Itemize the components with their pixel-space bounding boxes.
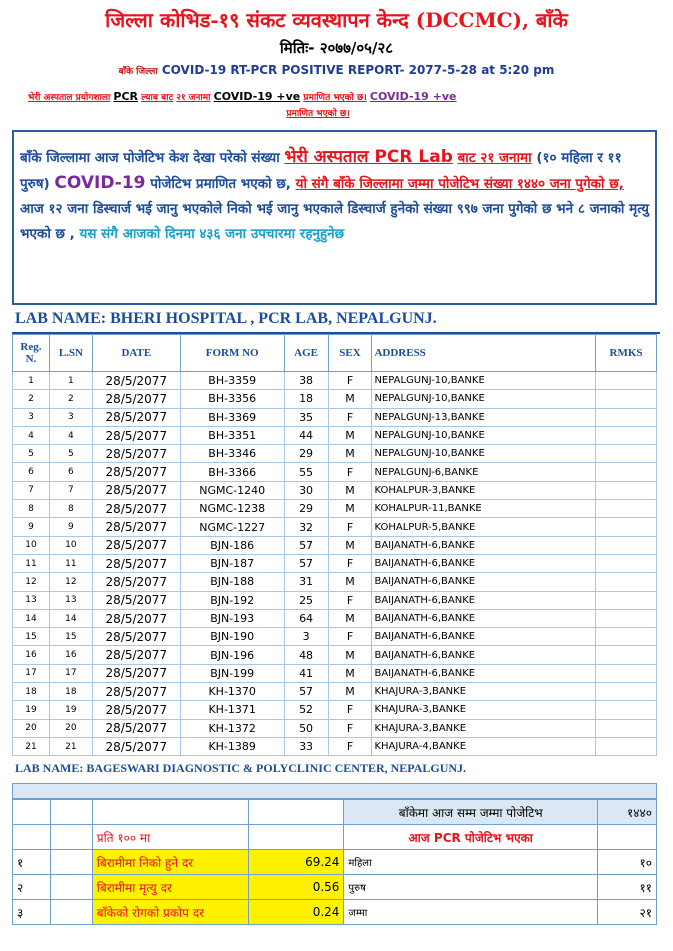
date-cell: 28/5/2077	[92, 408, 180, 426]
lsn-cell: 13	[49, 591, 92, 609]
stat-count-cell: ११	[598, 875, 657, 900]
address-cell: KHAJURA-3,BANKE	[372, 701, 596, 719]
sex-cell: M	[328, 426, 372, 444]
age-cell: 29	[284, 500, 328, 518]
stat-sn-cell: १	[13, 850, 51, 875]
stats-row	[13, 875, 657, 900]
age-cell: 3	[284, 628, 328, 646]
lsn-cell: 2	[49, 390, 92, 408]
age-cell: 55	[284, 463, 328, 481]
lsn-cell: 21	[49, 737, 92, 755]
rmks-cell	[596, 646, 657, 664]
sex-cell: M	[328, 536, 372, 554]
address-cell: BAIJANATH-6,BANKE	[372, 646, 596, 664]
summary-part-8: आज १२ जना डिस्चार्ज भई जानु भएकोले निको भई जानु भएकाले डिस्चार्ज हुनेको संख्या ९९७ जना पुगेको छ भने ८ जनाको मृत्यु भएको छ ,	[20, 201, 649, 242]
address-cell: NEPALGUNJ-10,BANKE	[372, 445, 596, 463]
lsn-cell: 17	[49, 664, 92, 682]
form-no-cell: BH-3359	[180, 372, 284, 390]
reg-no-cell: 3	[13, 408, 50, 426]
col-form-no: FORM NO	[180, 335, 284, 372]
rmks-cell	[596, 536, 657, 554]
sex-cell: M	[328, 683, 372, 701]
date-cell: 28/5/2077	[92, 554, 180, 572]
rmks-cell	[596, 445, 657, 463]
reg-no-cell: 2	[13, 390, 50, 408]
form-no-cell: KH-1372	[180, 719, 284, 737]
age-cell: 33	[284, 737, 328, 755]
sex-cell: F	[328, 719, 372, 737]
subtitle-main: COVID-19 RT-PCR POSITIVE REPORT- 2077-5-28 at 5:20 pm	[161, 63, 555, 77]
age-cell: 18	[284, 390, 328, 408]
table-row	[13, 683, 657, 701]
rmks-cell	[596, 701, 657, 719]
address-cell: NEPALGUNJ-10,BANKE	[372, 426, 596, 444]
age-cell: 48	[284, 646, 328, 664]
age-cell: 50	[284, 719, 328, 737]
date-cell: 28/5/2077	[92, 701, 180, 719]
rmks-cell	[596, 591, 657, 609]
reg-no-cell: 17	[13, 664, 50, 682]
address-cell: BAIJANATH-6,BANKE	[372, 591, 596, 609]
rmks-cell	[596, 719, 657, 737]
today-pcr-label: आज PCR पोजेटिभ भएका	[344, 825, 598, 850]
form-no-cell: BJN-186	[180, 536, 284, 554]
address-cell: KHAJURA-3,BANKE	[372, 683, 596, 701]
age-cell: 29	[284, 445, 328, 463]
date-cell: 28/5/2077	[92, 683, 180, 701]
sex-cell: F	[328, 737, 372, 755]
stat-category-cell: जम्मा	[344, 900, 598, 925]
rmks-cell	[596, 408, 657, 426]
form-no-cell: BJN-193	[180, 609, 284, 627]
sex-cell: F	[328, 628, 372, 646]
date-cell: 28/5/2077	[92, 481, 180, 499]
summary-part-1: बाँके जिल्लामा आज पोजेटिभ केश देखा परेको संख्या	[20, 150, 280, 166]
stat-label-cell: बिरामीमा मृत्यु दर	[92, 875, 248, 900]
reg-no-cell: 10	[13, 536, 50, 554]
col-reg-no: Reg. N.	[13, 335, 50, 372]
stat-category-cell: पुरुष	[344, 875, 598, 900]
address-cell: BAIJANATH-6,BANKE	[372, 609, 596, 627]
date-cell: 28/5/2077	[92, 518, 180, 536]
form-no-cell: BJN-196	[180, 646, 284, 664]
table-row	[13, 408, 657, 426]
date-cell: 28/5/2077	[92, 536, 180, 554]
rmks-cell	[596, 609, 657, 627]
table-row	[13, 573, 657, 591]
lsn-cell: 16	[49, 646, 92, 664]
note-confirmed: प्रमाणित भएको छ।	[303, 93, 367, 103]
stat-value-cell: 0.24	[248, 900, 344, 925]
stat-blank-cell	[50, 875, 92, 900]
lsn-cell: 8	[49, 500, 92, 518]
lsn-cell: 3	[49, 408, 92, 426]
separator-band	[12, 783, 657, 799]
form-no-cell: BJN-188	[180, 573, 284, 591]
age-cell: 32	[284, 518, 328, 536]
table-row	[13, 628, 657, 646]
address-cell: BAIJANATH-6,BANKE	[372, 628, 596, 646]
lab-name-bheri: LAB NAME: BHERI HOSPITAL , PCR LAB, NEPALGUNJ.	[12, 310, 660, 334]
date-cell: 28/5/2077	[92, 445, 180, 463]
sex-cell: M	[328, 664, 372, 682]
reg-no-cell: 15	[13, 628, 50, 646]
date-cell: 28/5/2077	[92, 646, 180, 664]
reg-no-cell: 20	[13, 719, 50, 737]
note-lab-from: ल्याब बाट	[141, 93, 174, 103]
age-cell: 52	[284, 701, 328, 719]
summary-box	[12, 130, 657, 305]
col-age: AGE	[284, 335, 328, 372]
stat-label-cell: बाँकेको रोगको प्रकोप दर	[92, 900, 248, 925]
sex-cell: F	[328, 463, 372, 481]
form-no-cell: NGMC-1227	[180, 518, 284, 536]
address-cell: KHAJURA-3,BANKE	[372, 719, 596, 737]
stat-count-cell: २१	[598, 900, 657, 925]
address-cell: KOHALPUR-5,BANKE	[372, 518, 596, 536]
note-confirmed-2: प्रमाणित भएको छ।	[286, 109, 350, 119]
reg-no-cell: 4	[13, 426, 50, 444]
lsn-cell: 20	[49, 719, 92, 737]
report-note-line	[28, 89, 648, 122]
date-cell: 28/5/2077	[92, 591, 180, 609]
sex-cell: F	[328, 701, 372, 719]
sex-cell: M	[328, 646, 372, 664]
address-cell: NEPALGUNJ-10,BANKE	[372, 372, 596, 390]
stat-value-cell: 69.24	[248, 850, 344, 875]
report-subtitle	[0, 63, 673, 77]
table-row	[13, 500, 657, 518]
col-lsn: L.SN	[49, 335, 92, 372]
date-cell: 28/5/2077	[92, 500, 180, 518]
age-cell: 41	[284, 664, 328, 682]
table-row	[13, 554, 657, 572]
reg-no-cell: 7	[13, 481, 50, 499]
col-address: ADDRESS	[372, 335, 596, 372]
reg-no-cell: 11	[13, 554, 50, 572]
summary-part-3: बाट २१ जनामा	[457, 150, 532, 166]
lsn-cell: 9	[49, 518, 92, 536]
subtitle-district: बाँके जिल्ला	[118, 67, 158, 77]
stat-sn-cell: २	[13, 875, 51, 900]
table-row	[13, 390, 657, 408]
table-row	[13, 536, 657, 554]
table-row	[13, 719, 657, 737]
sex-cell: M	[328, 481, 372, 499]
address-cell: BAIJANATH-6,BANKE	[372, 664, 596, 682]
sex-cell: F	[328, 591, 372, 609]
age-cell: 35	[284, 408, 328, 426]
form-no-cell: KH-1370	[180, 683, 284, 701]
form-no-cell: BH-3369	[180, 408, 284, 426]
age-cell: 44	[284, 426, 328, 444]
col-sex: SEX	[328, 335, 372, 372]
lsn-cell: 15	[49, 628, 92, 646]
lsn-cell: 10	[49, 536, 92, 554]
table-header-row	[13, 335, 657, 372]
stat-blank-cell	[50, 900, 92, 925]
rmks-cell	[596, 554, 657, 572]
reg-no-cell: 14	[13, 609, 50, 627]
rmks-cell	[596, 390, 657, 408]
age-cell: 57	[284, 536, 328, 554]
table-row	[13, 518, 657, 536]
form-no-cell: BH-3356	[180, 390, 284, 408]
rmks-cell	[596, 737, 657, 755]
reg-no-cell: 5	[13, 445, 50, 463]
rmks-cell	[596, 664, 657, 682]
sex-cell: F	[328, 554, 372, 572]
table-row	[13, 372, 657, 390]
reg-no-cell: 16	[13, 646, 50, 664]
rmks-cell	[596, 683, 657, 701]
report-title: जिल्ला कोभिड-१९ संकट व्यवस्थापन केन्द (DCCMC), बाँके	[105, 8, 568, 32]
summary-part-4: (१० महिला र ११ पुरुष)	[20, 150, 622, 192]
summary-part-5: COVID-19	[54, 173, 146, 193]
sex-cell: M	[328, 445, 372, 463]
reg-no-cell: 19	[13, 701, 50, 719]
report-date: मितिः- २०७७/०५/२८	[279, 39, 394, 57]
address-cell: NEPALGUNJ-6,BANKE	[372, 463, 596, 481]
rmks-cell	[596, 372, 657, 390]
age-cell: 57	[284, 554, 328, 572]
form-no-cell: BJN-192	[180, 591, 284, 609]
date-cell: 28/5/2077	[92, 719, 180, 737]
lsn-cell: 11	[49, 554, 92, 572]
sex-cell: M	[328, 500, 372, 518]
form-no-cell: BH-3351	[180, 426, 284, 444]
address-cell: BAIJANATH-6,BANKE	[372, 554, 596, 572]
stats-row	[13, 850, 657, 875]
address-cell: NEPALGUNJ-10,BANKE	[372, 390, 596, 408]
reg-no-cell: 12	[13, 573, 50, 591]
rmks-cell	[596, 573, 657, 591]
rmks-cell	[596, 463, 657, 481]
address-cell: BAIJANATH-6,BANKE	[372, 573, 596, 591]
address-cell: KOHALPUR-3,BANKE	[372, 481, 596, 499]
address-cell: NEPALGUNJ-13,BANKE	[372, 408, 596, 426]
per-hundred-label: प्रति १०० मा	[92, 825, 248, 850]
rmks-cell	[596, 500, 657, 518]
note-count: २१ जनामा	[176, 93, 211, 103]
stat-label-cell: बिरामीमा निको हुने दर	[92, 850, 248, 875]
reg-no-cell: 18	[13, 683, 50, 701]
summary-part-6: पोजेटिभ प्रमाणित भएको छ,	[150, 176, 291, 192]
table-row	[13, 646, 657, 664]
stats-total-row	[13, 800, 657, 825]
reg-no-cell: 8	[13, 500, 50, 518]
summary-text	[14, 132, 655, 247]
lsn-cell: 7	[49, 481, 92, 499]
age-cell: 30	[284, 481, 328, 499]
form-no-cell: BJN-187	[180, 554, 284, 572]
lsn-cell: 5	[49, 445, 92, 463]
summary-part-2: भेरी अस्पताल PCR Lab	[284, 147, 453, 167]
address-cell: KOHALPUR-11,BANKE	[372, 500, 596, 518]
stats-table	[12, 799, 657, 925]
age-cell: 57	[284, 683, 328, 701]
form-no-cell: BJN-190	[180, 628, 284, 646]
address-cell: BAIJANATH-6,BANKE	[372, 536, 596, 554]
lsn-cell: 6	[49, 463, 92, 481]
lsn-cell: 19	[49, 701, 92, 719]
rmks-cell	[596, 481, 657, 499]
date-cell: 28/5/2077	[92, 426, 180, 444]
date-cell: 28/5/2077	[92, 609, 180, 627]
sex-cell: F	[328, 372, 372, 390]
table-row	[13, 591, 657, 609]
sex-cell: M	[328, 609, 372, 627]
table-row	[13, 609, 657, 627]
table-row	[13, 463, 657, 481]
age-cell: 31	[284, 573, 328, 591]
form-no-cell: KH-1389	[180, 737, 284, 755]
summary-part-9: यस संगै आजको दिनमा ४३६ जना उपचारमा रहनुहुनेछ	[79, 226, 345, 242]
date-cell: 28/5/2077	[92, 372, 180, 390]
stats-row	[13, 900, 657, 925]
note-covid-2: COVID-19 +ve	[369, 90, 457, 103]
lab-name-bageswari: LAB NAME: BAGESWARI DIAGNOSTIC & POLYCLINIC CENTER, NEPALGUNJ.	[15, 761, 467, 775]
table-row	[13, 426, 657, 444]
stat-category-cell: महिला	[344, 850, 598, 875]
date-cell: 28/5/2077	[92, 664, 180, 682]
date-cell: 28/5/2077	[92, 573, 180, 591]
reg-no-cell: 21	[13, 737, 50, 755]
rmks-cell	[596, 426, 657, 444]
date-cell: 28/5/2077	[92, 463, 180, 481]
form-no-cell: NGMC-1238	[180, 500, 284, 518]
table-row	[13, 664, 657, 682]
rmks-cell	[596, 518, 657, 536]
lsn-cell: 18	[49, 683, 92, 701]
stat-blank-cell	[50, 850, 92, 875]
lsn-cell: 4	[49, 426, 92, 444]
positive-cases-table	[12, 334, 657, 756]
reg-no-cell: 1	[13, 372, 50, 390]
total-label: बाँकेमा आज सम्म जम्मा पोजेटिभ	[344, 800, 598, 825]
reg-no-cell: 13	[13, 591, 50, 609]
form-no-cell: KH-1371	[180, 701, 284, 719]
col-date: DATE	[92, 335, 180, 372]
lsn-cell: 1	[49, 372, 92, 390]
sex-cell: M	[328, 390, 372, 408]
table-row	[13, 737, 657, 755]
lsn-cell: 12	[49, 573, 92, 591]
form-no-cell: NGMC-1240	[180, 481, 284, 499]
date-cell: 28/5/2077	[92, 628, 180, 646]
table-row	[13, 701, 657, 719]
note-pcr: PCR	[113, 90, 139, 103]
age-cell: 38	[284, 372, 328, 390]
lsn-cell: 14	[49, 609, 92, 627]
summary-part-7: यो संगै बाँके जिल्लामा जम्मा पोजेटिभ संख्या १४४० जना पुगेको छ,	[295, 176, 624, 192]
note-lab-text: भेरी अस्पताल प्रयोगशाला	[28, 93, 111, 103]
reg-no-cell: 6	[13, 463, 50, 481]
stat-count-cell: १०	[598, 850, 657, 875]
sex-cell: M	[328, 573, 372, 591]
rmks-cell	[596, 628, 657, 646]
form-no-cell: BH-3346	[180, 445, 284, 463]
sex-cell: F	[328, 518, 372, 536]
form-no-cell: BH-3366	[180, 463, 284, 481]
address-cell: KHAJURA-4,BANKE	[372, 737, 596, 755]
stat-value-cell: 0.56	[248, 875, 344, 900]
age-cell: 25	[284, 591, 328, 609]
date-cell: 28/5/2077	[92, 737, 180, 755]
reg-no-cell: 9	[13, 518, 50, 536]
table-row	[13, 481, 657, 499]
col-rmks: RMKS	[596, 335, 657, 372]
date-cell: 28/5/2077	[92, 390, 180, 408]
table-row	[13, 445, 657, 463]
note-covid: COVID-19 +ve	[213, 90, 301, 103]
total-value: १४४०	[598, 800, 657, 825]
stats-subheader-row	[13, 825, 657, 850]
sex-cell: F	[328, 408, 372, 426]
stat-sn-cell: ३	[13, 900, 51, 925]
form-no-cell: BJN-199	[180, 664, 284, 682]
age-cell: 64	[284, 609, 328, 627]
